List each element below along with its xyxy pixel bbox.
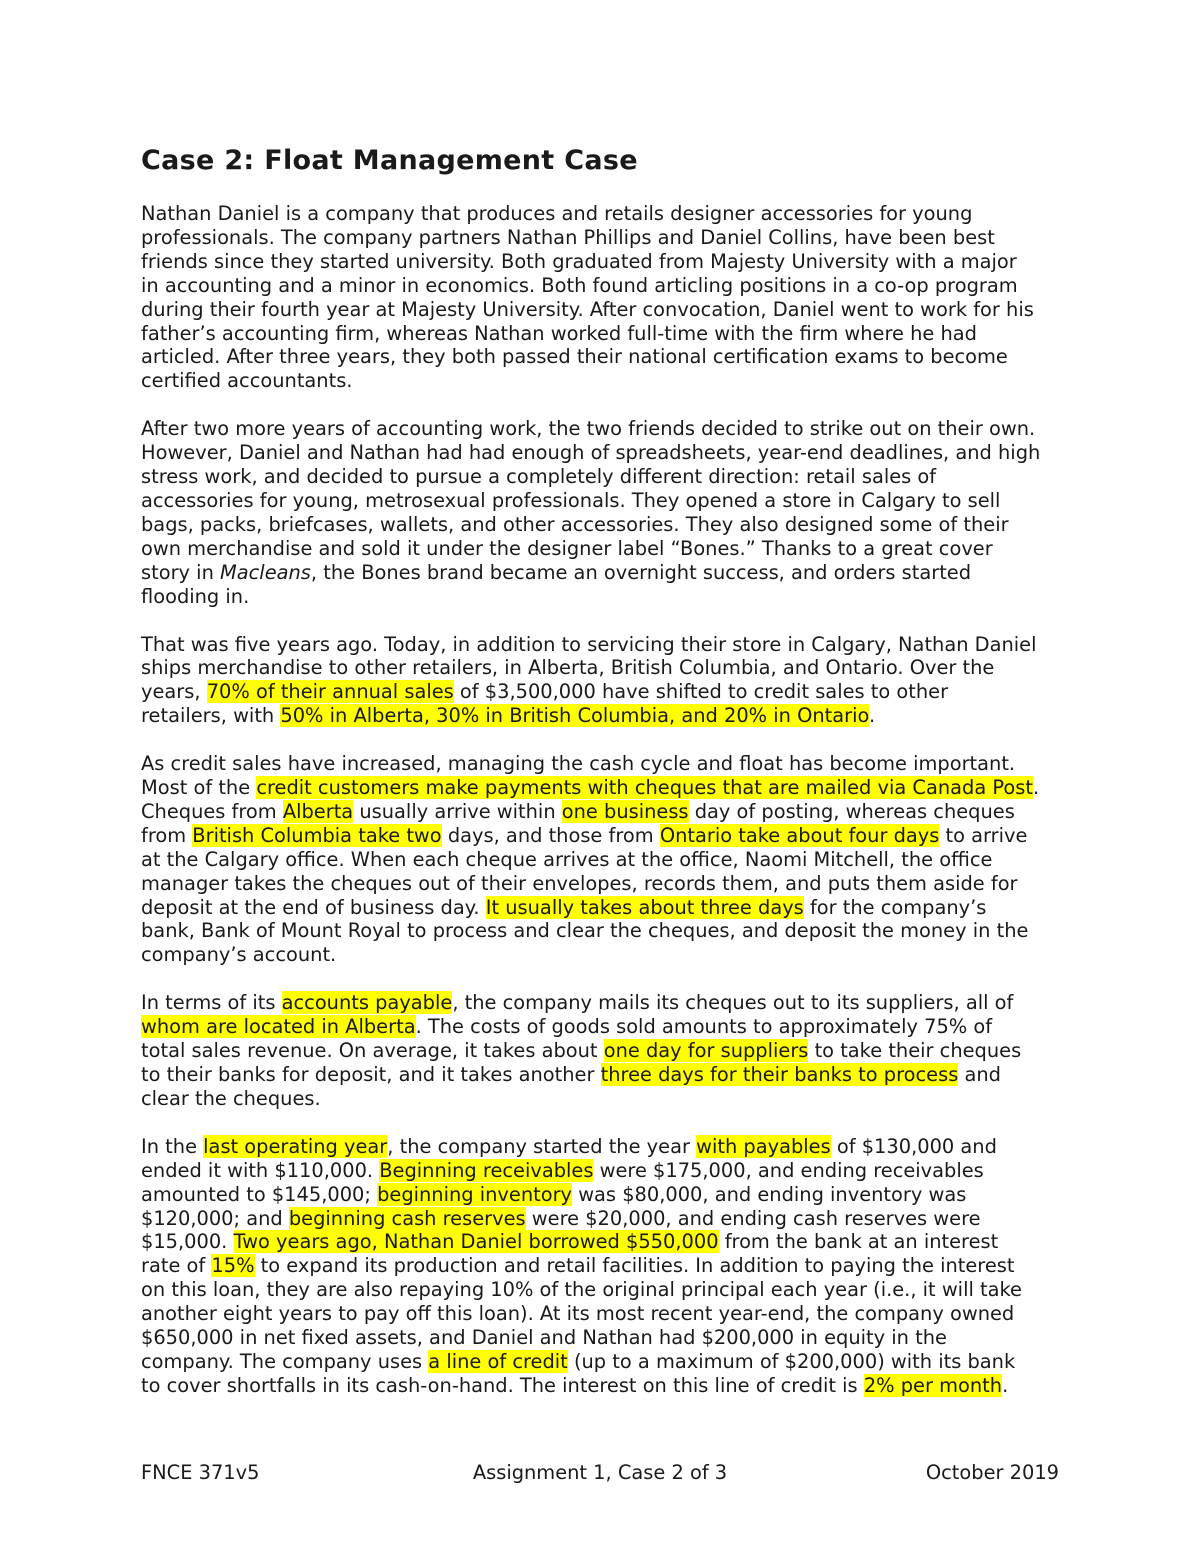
text-run: After two more years of accounting work, the two friends decided to strike out on their own.: [141, 417, 1036, 441]
text-run: articled. After three years, they both passed their national certification exams to become: [141, 345, 1008, 369]
text-line: [141, 226, 1071, 250]
text-run: retailers, with: [141, 704, 281, 728]
text-line: [141, 1278, 1071, 1302]
text-run: professionals. The company partners Nathan Phillips and Daniel Collins, have been best: [141, 225, 995, 249]
text-run: $15,000.: [141, 1230, 234, 1254]
text-line: [141, 1159, 1071, 1183]
text-run: $650,000 in net fixed assets, and Daniel and Nathan had $200,000 in equity in the: [141, 1326, 947, 1350]
highlighted-text: 70% of their annual sales: [206, 680, 454, 704]
highlighted-text: a line of credit: [428, 1349, 568, 1373]
text-run: for the company’s: [803, 895, 987, 919]
highlighted-text: Ontario take about four days: [659, 823, 940, 847]
text-run: bank, Bank of Mount Royal to process and clear the cheques, and deposit the money in the: [141, 919, 1029, 943]
text-line: [141, 824, 1071, 848]
text-line: [141, 991, 1071, 1015]
text-run: years,: [141, 680, 207, 704]
text-line: [141, 919, 1071, 943]
text-run: In the: [141, 1134, 204, 1158]
text-line: [141, 872, 1071, 896]
text-run: clear the cheques.: [141, 1086, 321, 1110]
text-line: [141, 322, 1071, 346]
text-run: to take their cheques: [808, 1039, 1022, 1063]
text-run: company. The company uses: [141, 1349, 429, 1373]
text-run: accessories for young, metrosexual professionals. They opened a store in Calgary to sell: [141, 488, 1001, 512]
text-line: [141, 585, 1071, 609]
text-line: [141, 298, 1071, 322]
highlighted-text: British Columbia take two: [192, 823, 442, 847]
highlighted-text: one day for suppliers: [603, 1039, 809, 1063]
text-run: were $175,000, and ending receivables: [593, 1158, 984, 1182]
text-line: [141, 1039, 1071, 1063]
text-run: story in: [141, 560, 221, 584]
text-line: [141, 943, 1071, 967]
text-line: [141, 1183, 1071, 1207]
text-run: to cover shortfalls in its cash-on-hand. The interest on this line of credit is: [141, 1373, 864, 1397]
text-line: [141, 1254, 1071, 1278]
text-run: Nathan Daniel is a company that produces and retails designer accessories for young: [141, 202, 973, 225]
highlighted-text: 50% in Alberta, 30% in British Columbia, and 20% in Ontario: [280, 704, 870, 728]
text-line: [141, 465, 1071, 489]
paragraph: [141, 633, 1071, 729]
text-line: [141, 1326, 1071, 1350]
text-run: ended it with $110,000.: [141, 1158, 380, 1182]
text-run: was $80,000, and ending inventory was: [572, 1182, 967, 1206]
text-run: amounted to $145,000;: [141, 1182, 378, 1206]
text-run: total sales revenue. On average, it takes about: [141, 1039, 604, 1063]
text-run: another eight years to pay off this loan). At its most recent year-end, the company owned: [141, 1302, 1015, 1326]
text-run: .: [1002, 1373, 1009, 1397]
highlighted-text: with payables: [696, 1134, 831, 1158]
text-line: [141, 752, 1071, 776]
highlighted-text: accounts payable: [281, 991, 453, 1015]
text-line: [141, 369, 1071, 393]
text-run: friends since they started university. Both graduated from Majesty University with a major: [141, 249, 1017, 273]
text-line: [141, 1350, 1071, 1374]
paragraph: [141, 752, 1071, 967]
text-run: As credit sales have increased, managing the cash cycle and float has become important.: [141, 752, 1016, 776]
text-line: [141, 704, 1071, 728]
text-run: In terms of its: [141, 991, 282, 1015]
text-line: [141, 1135, 1071, 1159]
text-run: day of posting, whereas cheques: [688, 799, 1015, 823]
highlighted-text: Alberta: [282, 799, 354, 823]
text-run: at the Calgary office. When each cheque arrives at the office, Naomi Mitchell, the office: [141, 847, 993, 871]
text-run: bags, packs, briefcases, wallets, and other accessories. They also designed some of their: [141, 512, 1009, 536]
text-run: to arrive: [939, 823, 1028, 847]
footer-date: October 2019: [925, 1461, 1059, 1484]
highlighted-text: last operating year: [203, 1134, 388, 1158]
text-line: [141, 1063, 1071, 1087]
text-run: Most of the: [141, 776, 257, 800]
highlighted-text: 15%: [211, 1254, 255, 1278]
highlighted-text: beginning cash reserves: [288, 1206, 526, 1230]
highlighted-text: beginning inventory: [377, 1182, 573, 1206]
text-run: in accounting and a minor in economics. Both found articling positions in a co-op program: [141, 273, 1018, 297]
text-run: . The costs of goods sold amounts to approximately 75% of: [415, 1015, 993, 1039]
text-line: [141, 537, 1071, 561]
text-run: .: [869, 704, 876, 728]
text-run: flooding in.: [141, 584, 250, 608]
text-run: (up to a maximum of $200,000) with its bank: [567, 1349, 1016, 1373]
text-line: [141, 513, 1071, 537]
text-run: , the Bones brand became an overnight success, and orders started: [310, 560, 972, 584]
text-line: [141, 417, 1071, 441]
text-line: [141, 800, 1071, 824]
text-line: [141, 1374, 1071, 1398]
text-run: on this loan, they are also repaying 10% of the original principal each year (i.e., it will take: [141, 1278, 1022, 1302]
text-run: of $130,000 and: [830, 1134, 997, 1158]
text-run: ships merchandise to other retailers, in Alberta, British Columbia, and Ontario. Over the: [141, 656, 995, 680]
text-line: [141, 1302, 1071, 1326]
footer-course-code: FNCE 371v5: [141, 1461, 260, 1484]
text-run: father’s accounting firm, whereas Nathan worked full-time with the firm where he had: [141, 321, 977, 345]
highlighted-text: Two years ago, Nathan Daniel borrowed $550,000: [233, 1230, 719, 1254]
text-run: certified accountants.: [141, 369, 353, 393]
paragraph: [141, 417, 1071, 608]
paragraph: [141, 202, 1071, 393]
text-run: deposit at the end of business day.: [141, 895, 486, 919]
text-run: days, and those from: [441, 823, 660, 847]
text-line: [141, 1230, 1071, 1254]
text-line: [141, 1015, 1071, 1039]
text-line: [141, 1087, 1071, 1111]
case-body: [141, 202, 1071, 1422]
highlighted-text: three days for their banks to process: [600, 1063, 959, 1086]
footer-assignment-label: Assignment 1, Case 2 of 3: [472, 1461, 728, 1484]
text-run: company’s account.: [141, 943, 337, 967]
text-run: were $20,000, and ending cash reserves were: [525, 1206, 981, 1230]
highlighted-text: It usually takes about three days: [485, 895, 804, 919]
text-run: That was five years ago. Today, in addition to servicing their store in Calgary, Nathan Daniel: [141, 632, 1037, 656]
text-line: [141, 776, 1071, 800]
text-line: [141, 656, 1071, 680]
text-run: , the company started the year: [387, 1134, 697, 1158]
highlighted-text: 2% per month: [863, 1373, 1003, 1397]
text-line: [141, 489, 1071, 513]
text-run: manager takes the cheques out of their envelopes, records them, and puts them aside for: [141, 871, 1018, 895]
text-line: [141, 896, 1071, 920]
text-run: own merchandise and sold it under the designer label “Bones.” Thanks to a great cover: [141, 536, 993, 560]
paragraph: [141, 1135, 1071, 1398]
text-line: [141, 250, 1071, 274]
text-run: of $3,500,000 have shifted to credit sales to other: [453, 680, 949, 704]
text-line: [141, 633, 1071, 657]
text-line: [141, 680, 1071, 704]
highlighted-text: one business: [561, 799, 689, 823]
italic-text: Macleans: [220, 560, 311, 584]
text-line: [141, 441, 1071, 465]
text-run: .: [1032, 776, 1040, 800]
text-line: [141, 202, 1071, 226]
page-footer: [141, 1461, 1059, 1487]
paragraph: [141, 991, 1071, 1111]
text-line: [141, 1207, 1071, 1231]
text-run: to their banks for deposit, and it takes another: [141, 1063, 601, 1086]
text-run: from: [141, 823, 193, 847]
highlighted-text: whom are located in Alberta: [141, 1015, 416, 1039]
highlighted-text: credit customers make payments with cheques that are mailed via Canada Post: [256, 776, 1033, 800]
text-line: [141, 274, 1071, 298]
text-run: However, Daniel and Nathan had had enough of spreadsheets, year-end deadlines, and high: [141, 441, 1041, 465]
text-run: Cheques from: [141, 799, 283, 823]
highlighted-text: Beginning receivables: [379, 1158, 594, 1182]
text-run: during their fourth year at Majesty University. After convocation, Daniel went to work for his: [141, 297, 1034, 321]
text-run: stress work, and decided to pursue a completely different direction: retail sales of: [141, 465, 937, 489]
case-title: Case 2: Float Management Case: [141, 145, 638, 176]
text-run: and: [958, 1063, 1001, 1086]
text-run: usually arrive within: [353, 799, 562, 823]
text-line: [141, 848, 1071, 872]
text-run: , the company mails its cheques out to its suppliers, all of: [452, 991, 1014, 1015]
text-run: to expand its production and retail facilities. In addition to paying the interest: [254, 1254, 1015, 1278]
text-line: [141, 561, 1071, 585]
text-line: [141, 345, 1071, 369]
text-run: from the bank at an interest: [718, 1230, 999, 1254]
text-run: rate of: [141, 1254, 212, 1278]
text-run: $120,000; and: [141, 1206, 289, 1230]
